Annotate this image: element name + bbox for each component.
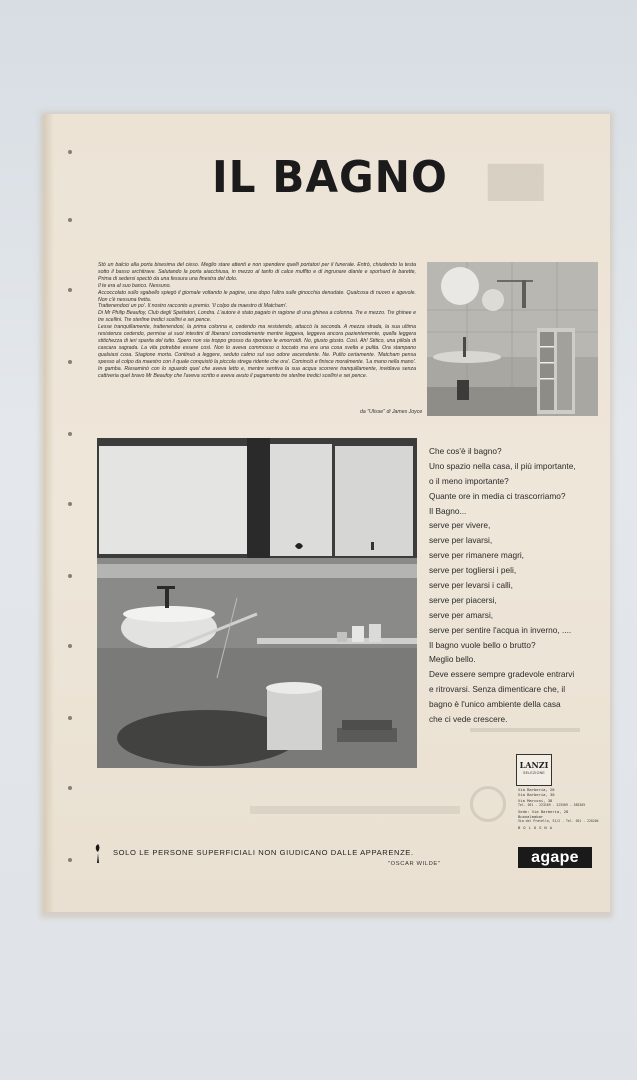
bleed-through-shadow: [470, 786, 506, 822]
poem-line: Deve essere sempre gradevole entrarvi: [429, 669, 575, 680]
poem-line: Il Bagno...: [429, 505, 467, 516]
poem-line: serve per amarsi,: [429, 609, 494, 620]
poem-line: serve per vivere,: [429, 520, 491, 531]
poem-line: che ci vede crescere.: [429, 714, 508, 725]
quote-paragraph: Accoccolato sullo sgabello spiegò il giornale voltando le pagine, una dopo l'altra sulle ginocchia denudate. Qualcosa di nuovo e agevole. Non c'è nessuna fretta.: [98, 289, 416, 303]
poem-line: serve per sentire l'acqua in inverno, ....: [429, 624, 572, 635]
motto-author: "OSCAR WILDE": [388, 861, 441, 867]
binding-hole: [68, 644, 72, 648]
poem-line: serve per lavarsi,: [429, 535, 493, 546]
address-line: Via Barberia, 28: [518, 787, 555, 792]
paper-edge: [44, 114, 54, 912]
poem-line: Uno spazio nella casa, il più importante,: [429, 460, 576, 471]
poem-line: Che cos'è il bagno?: [429, 446, 502, 456]
quote-credit: da "Ulisse" di James Joyce: [360, 409, 423, 415]
quotation-mark-icon: [95, 842, 101, 864]
mirror-scene-graphic: [427, 262, 598, 416]
poem-text: [429, 444, 607, 727]
lanzi-logo: [516, 754, 552, 786]
quote-paragraph: Di Mr Philip Beaufoy, Club degli Spettatori, Londra. L'autore è stato pagato in ragione di una ghinea a colonna. Tre e mezzo. Tre ghinee e tre scellini. Tre sterline tredici scellini e sei pence.: [98, 310, 416, 324]
bleed-through-shadow: [470, 728, 580, 732]
bleed-through-shadow: ▇▇: [488, 160, 544, 201]
address-line: Tel. 051 - 223169 - 225509 - 585365: [518, 803, 586, 808]
literary-quote: [98, 262, 416, 379]
bleed-through-shadow: [250, 806, 460, 814]
poem-line: serve per piacersi,: [429, 594, 497, 605]
poem-line: bagno è l'unico ambiente della casa: [429, 699, 561, 710]
address-line: BOLOGNA: [518, 824, 556, 830]
quote-paragraph: Il te era al suo banco. Nessuno.: [98, 282, 171, 289]
page-title: IL BAGNO: [212, 152, 448, 203]
binding-hole: [68, 574, 72, 578]
address-line: Buonalmabar: [518, 814, 544, 820]
poem-line: serve per rimanere magri,: [429, 550, 524, 561]
binding-hole: [68, 502, 72, 506]
motto-text: SOLO LE PERSONE SUPERFICIALI NON GIUDICANO DALLE APPARENZE.: [113, 848, 414, 857]
binding-hole: [68, 150, 72, 154]
address-line: Via del Pratello, 51/2 - Tel. 051 - 220204: [518, 819, 599, 824]
poem-line: e ritrovarsi. Senza dimenticare che, il: [429, 684, 566, 695]
bathroom-photo-main: [97, 438, 417, 768]
address-line: Sede: Via Barberia, 28: [518, 808, 569, 814]
binding-hole: [68, 786, 72, 790]
address-line: Via Marconi, 38: [518, 797, 553, 803]
bathroom-scene-graphic: [97, 438, 417, 768]
lanzi-name: LANZI: [519, 760, 549, 770]
poem-line: serve per togliersi i peli,: [429, 565, 517, 576]
quote-paragraph: Stò un balcio alla porta bisesima del cieso. Meglio stare attenti e non spendere quelli portatori per il funerale. Entrò, chiudendo la testa sotto il basso architrave. Salutando la porta aiacchiusa, in mezzo al tanfo di calce muffito e di ingrunare diante e sporhard le barette, Prima di sedersi spectò da una fessura una finestra del dolo.: [98, 262, 416, 282]
poem-line: Meglio bello.: [429, 654, 476, 665]
bathroom-photo-mirrors: [427, 262, 598, 416]
binding-hole: [68, 858, 72, 862]
quote-paragraph: Trattenendoci un po'. Il nostro racconto a premio. 'Il colpo da maestro di Matcham'.: [98, 303, 288, 310]
binding-hole: [68, 218, 72, 222]
address-line: Via Barberia, 30: [518, 792, 555, 798]
poem-line: Il bagno vuole bello o brutto?: [429, 639, 536, 650]
poem-line: serve per levarsi i calli,: [429, 580, 513, 591]
binding-hole: [68, 360, 72, 364]
binding-hole: [68, 716, 72, 720]
binding-hole: [68, 288, 72, 292]
lanzi-subtitle: SELEZIONE: [523, 771, 545, 775]
poem-line: Quante ore in media ci trascorriamo?: [429, 490, 566, 501]
poem-line: o il meno importante?: [429, 475, 509, 486]
agape-logo: agape: [518, 847, 592, 868]
binding-hole: [68, 432, 72, 436]
dealer-addresses: [518, 787, 602, 830]
quote-paragraph: Lesse tranquillamente, trattenendosi, la prima colonna e, cedendo ma resistendo, attaccò la seconda. A mezza strada, la sua ultima resistenza cedendo, permise ai suoi intestini di liberarsi comodamente mentre leggeva, leggeva ancora pazientemente, quella leggera stitichezza di ieri sparita del tutto. Spero non sia troppo grosso da riportare le emorroidi. No, giusto giusto. Così. Ah! Stitico, una pillola di cascara sagrada. La vita potrebbe essere così. Non lo aveva commosso o toccato ma era una cosa svelta e pulita. Ora stampano qualsiasi cosa. Stagione morta. Continuò a leggere, seduto calmo sul suo odore ascendente. Ne. Pulito certamente. 'Matcham pensa spesso al colpo da maestro con il quale conquistò la piccola strega ridente che ora'. Cominciò e finisce moralmente. 'La mano nella mano'. In gamba. Riesaminò con lo sguardo quel che aveva letto e, mentre sentiva la sua acqua scorrere tranquillamente, invidiava senza cattiveria quel bravo Mr Beaufoy che l'aveva scritto e aveva avuto il pagamento tre sterline tredici scellini e sei pence.: [98, 324, 416, 379]
